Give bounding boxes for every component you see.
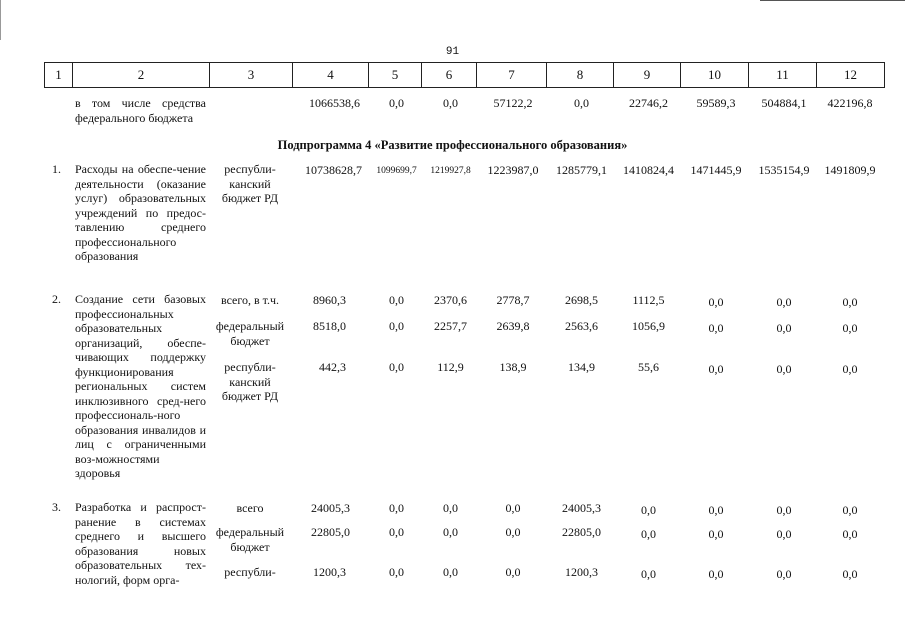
col-header-12: 12 [817, 63, 885, 88]
row1-value-11: 1535154,9 [758, 163, 810, 177]
row0-value-8: 0,0 [574, 96, 589, 110]
row2-line2-value-7: 2639,8 [496, 319, 530, 333]
row3-line3-source: республи- [224, 565, 276, 579]
row2-line2-value-6: 2257,7 [434, 319, 467, 333]
row3-line2-value-7: 0,0 [505, 525, 521, 539]
row2-line3-value-11: 0,0 [776, 362, 792, 376]
row2-line1-value-8: 2698,5 [565, 293, 598, 307]
row2-line3-value-9: 55,6 [638, 360, 659, 374]
row3-line1-value-4: 24005,3 [311, 501, 350, 515]
row0-value-6: 0,0 [443, 96, 458, 110]
row2-line3-value-8: 134,9 [568, 360, 595, 374]
row3-line1-value-6: 0,0 [443, 501, 458, 515]
row3-line2-source: федеральный бюджет [215, 525, 285, 554]
row3-line1-value-8: 24005,3 [562, 501, 601, 515]
row0-value-5: 0,0 [389, 96, 404, 110]
row3-line2-value-12: 0,0 [842, 527, 858, 541]
row3-line2-value-6: 0,0 [443, 525, 458, 539]
row3-line2-value-11: 0,0 [776, 527, 792, 541]
row3-line2-value-4: 22805,0 [311, 525, 350, 539]
col-header-6: 6 [422, 63, 477, 88]
row2-line2-source: федеральный бюджет [215, 319, 285, 348]
col-header-5: 5 [369, 63, 422, 88]
row2-number: 2. [52, 292, 61, 306]
row0-value-11: 504884,1 [761, 96, 807, 110]
row1-value-7: 1223987,0 [487, 163, 539, 177]
row3-line2-value-8: 22805,0 [562, 525, 601, 539]
row2-line1-value-12: 0,0 [842, 295, 858, 309]
row2-line1-value-5: 0,0 [389, 293, 404, 307]
row2-line1-value-7: 2778,7 [496, 293, 530, 307]
row2-line2-value-11: 0,0 [776, 321, 792, 335]
row3-line1-value-11: 0,0 [776, 503, 792, 517]
row3-line3-value-9: 0,0 [641, 567, 656, 581]
col-header-2: 2 [73, 63, 210, 88]
row2-line2-value-12: 0,0 [842, 321, 858, 335]
row2-line1-value-11: 0,0 [776, 295, 792, 309]
row1-value-8: 1285779,1 [556, 163, 607, 177]
row2-line2-value-10: 0,0 [708, 321, 724, 335]
row2-line3-value-10: 0,0 [708, 362, 724, 376]
row3-line1-value-10: 0,0 [708, 503, 724, 517]
col-header-8: 8 [547, 63, 614, 88]
row2-line3-value-4: 442,3 [319, 360, 346, 374]
row0-value-10: 59589,3 [696, 96, 736, 110]
row0-value-7: 57122,2 [493, 96, 533, 110]
row0-value-9: 22746,2 [629, 96, 668, 110]
row3-line1-value-5: 0,0 [389, 501, 404, 515]
row2-line2-value-5: 0,0 [389, 319, 404, 333]
left-rule [0, 0, 1, 40]
row1-value-10: 1471445,9 [690, 163, 742, 177]
col-header-10: 10 [681, 63, 749, 88]
row2-line3-source: республи-канский бюджет РД [221, 360, 279, 403]
row3-line2-value-9: 0,0 [641, 527, 656, 541]
column-header-table [44, 62, 885, 88]
row2-line3-value-12: 0,0 [842, 362, 858, 376]
row3-line3-value-12: 0,0 [842, 567, 858, 581]
row3-line1-value-12: 0,0 [842, 503, 858, 517]
row3-number: 3. [52, 500, 61, 514]
row1-number: 1. [52, 162, 61, 176]
subprogram-title: Подпрограмма 4 «Развитие профессионального образования» [277, 138, 628, 152]
page-number: 91 [445, 46, 460, 58]
row2-line3-value-5: 0,0 [389, 360, 404, 374]
row1-value-6: 1219927,8 [430, 166, 471, 176]
row2-line1-value-9: 1112,5 [632, 293, 665, 307]
row2-description: Создание сети базовых профессиональных образовательных организаций, обеспе-чивающих поддержку функционирования региональных систем инклюзивного сред-него профессиональ-ного образования инвалидов и лиц с ограниченными воз-можностями здоровья [75, 292, 206, 480]
row3-line3-value-6: 0,0 [443, 565, 458, 579]
row0-value-4: 1066538,6 [309, 96, 360, 110]
row3-line1-value-7: 0,0 [505, 501, 521, 515]
row3-line3-value-5: 0,0 [389, 565, 404, 579]
row1-source: республи-канский бюджет РД [221, 162, 279, 205]
top-rule [760, 0, 905, 1]
row3-line1-value-9: 0,0 [641, 503, 656, 517]
row3-line3-value-10: 0,0 [708, 567, 724, 581]
col-header-1: 1 [45, 63, 73, 88]
row0-description: в том числе средства федерального бюджета [75, 96, 206, 125]
row1-value-9: 1410824,4 [623, 163, 674, 177]
row2-line1-value-4: 8960,3 [313, 293, 346, 307]
row3-line2-value-5: 0,0 [389, 525, 404, 539]
row3-line1-source: всего [236, 501, 264, 515]
row2-line2-value-4: 8518,0 [313, 319, 346, 333]
row3-line3-value-8: 1200,3 [565, 565, 598, 579]
row3-description: Разработка и распрост-ранение в системах среднего и высшего образования новых образовательных тех-нологий, форм орга- [75, 500, 206, 587]
col-header-11: 11 [749, 63, 817, 88]
row1-value-12: 1491809,9 [824, 163, 876, 177]
col-header-9: 9 [614, 63, 681, 88]
col-header-7: 7 [477, 63, 547, 88]
row2-line1-value-10: 0,0 [708, 295, 724, 309]
row1-description: Расходы на обеспе-чение деятельности (оказание услуг) образовательных учреждений по предос-тавлению среднего профессионального образования [75, 162, 206, 263]
row1-value-5: 1099699,7 [376, 166, 417, 176]
row2-line3-value-7: 138,9 [499, 360, 527, 374]
row2-line1-source: всего, в т.ч. [220, 293, 280, 307]
row3-line3-value-11: 0,0 [776, 567, 792, 581]
col-header-3: 3 [210, 63, 293, 88]
col-header-4: 4 [293, 63, 369, 88]
row2-line2-value-8: 2563,6 [565, 319, 598, 333]
row1-value-4: 10738628,7 [305, 163, 362, 177]
row0-value-12: 422196,8 [827, 96, 873, 110]
row2-line3-value-6: 112,9 [437, 360, 464, 374]
row2-line2-value-9: 1056,9 [632, 319, 665, 333]
row3-line3-value-7: 0,0 [505, 565, 521, 579]
row2-line1-value-6: 2370,6 [434, 293, 467, 307]
row3-line3-value-4: 1200,3 [313, 565, 346, 579]
row3-line2-value-10: 0,0 [708, 527, 724, 541]
